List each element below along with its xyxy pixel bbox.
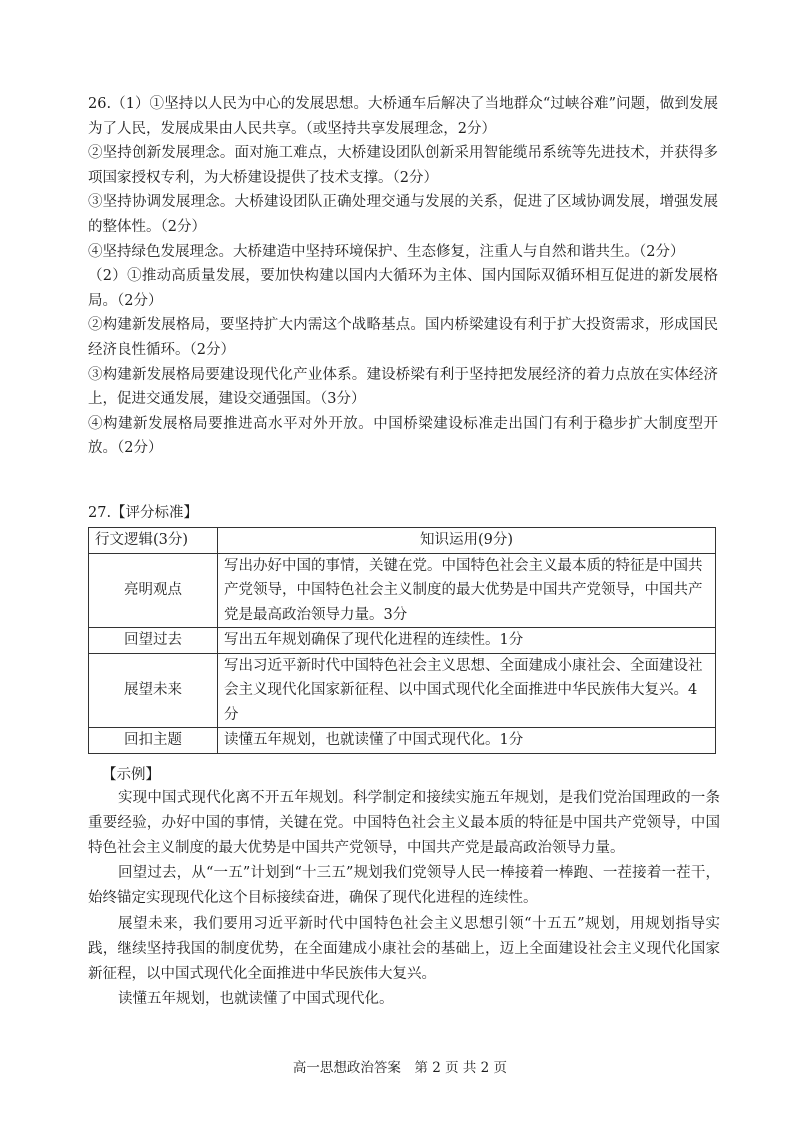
q27-heading: 27.【评分标准】 <box>88 505 199 521</box>
rubric-row-label: 回望过去 <box>89 628 218 654</box>
page-footer: 高一思想政治答案 第 2 页 共 2 页 <box>292 1060 508 1076</box>
rubric-row-label: 亮明观点 <box>89 553 218 628</box>
question-26-answer <box>88 92 718 461</box>
q26-part1-point2: ②坚持创新发展理念。面对施工难点，大桥建设团队创新采用智能缆吊系统等先进技术，并获得多项国家授权专利，为大桥建设提供了技术支撑。（2分） <box>88 145 718 186</box>
example-essay <box>88 786 720 1013</box>
rubric-row <box>89 628 716 654</box>
q26-part2-point3: ③构建新发展格局要建设现代化产业体系。建设桥梁有利于坚持把发展经济的着力点放在实体经济上，促进交通发展，建设交通强国。（3分） <box>88 366 718 408</box>
example-paragraph: 展望未来，我们要用习近平新时代中国特色社会主义思想引领“十五五”规划，用规划指导实践，继续坚持我国的制度优势，在全面建成小康社会的基础上，迈上全面建设社会主义现代化国家新征程，以中国式现代化全面推进中华民族伟大复兴。 <box>88 915 720 982</box>
rubric-row <box>89 728 716 754</box>
rubric-row-text: 写出习近平新时代中国特色社会主义思想、全面建成小康社会、全面建设社会主义现代化国家新征程、以中国式现代化全面推进中华民族伟大复兴。4分 <box>218 653 716 728</box>
rubric-row-text: 写出五年规划确保了现代化进程的连续性。1分 <box>218 628 716 654</box>
q26-part1-point4: ④坚持绿色发展理念。大桥建造中坚持环境保护、生态修复，注重人与自然和谐共生。（2分） <box>88 243 685 260</box>
rubric-row-label: 展望未来 <box>89 653 218 728</box>
example-heading: 【示例】 <box>102 767 160 783</box>
q26-part2-point1: （2）①推动高质量发展，要加快构建以国内大循环为主体、国内国际双循环相互促进的新发展格局。（2分） <box>88 268 718 309</box>
q26-part1-point1: 26.（1）①坚持以人民为中心的发展思想。大桥通车后解决了当地群众“过峡谷难”问题，做到发展为了人民，发展成果由人民共享。（或坚持共享发展理念，2分） <box>88 96 718 137</box>
q26-part2-point2: ②构建新发展格局，要坚持扩大内需这个战略基点。国内桥梁建设有利于扩大投资需求，形成国民经济良性循环。（2分） <box>88 317 718 358</box>
q26-part2-point4: ④构建新发展格局要推进高水平对外开放。中国桥梁建设标准走出国门有利于稳步扩大制度型开放。（2分） <box>88 415 718 457</box>
rubric-header-row <box>89 528 716 554</box>
q26-part1-point3: ③坚持协调发展理念。大桥建设团队正确处理交通与发展的关系，促进了区域协调发展，增强发展的整体性。（2分） <box>88 194 718 235</box>
rubric-row-text: 写出办好中国的事情，关键在党。中国特色社会主义最本质的特征是中国共产党领导，中国特色社会主义制度的最大优势是中国共产党领导，中国共产党是最高政治领导力量。3分 <box>218 553 716 628</box>
rubric-col-knowledge: 知识运用(9分) <box>218 528 716 554</box>
example-paragraph: 读懂五年规划，也就读懂了中国式现代化。 <box>118 991 394 1008</box>
rubric-row <box>89 553 716 628</box>
rubric-row-text: 读懂五年规划，也就读懂了中国式现代化。1分 <box>218 728 716 754</box>
example-paragraph: 回望过去，从“一五”计划到“十三五”规划我们党领导人民一棒接着一棒跑、一茬接着一茬干，始终锚定实现现代化这个目标接续奋进，确保了现代化进程的连续性。 <box>88 865 720 907</box>
scoring-rubric-table <box>88 527 716 754</box>
example-paragraph: 实现中国式现代化离不开五年规划。科学制定和接续实施五年规划，是我们党治国理政的一条重要经验，办好中国的事情，关键在党。中国特色社会主义最本质的特征是中国共产党领导，中国特色社会主义制度的最大优势是中国共产党领导，中国共产党是最高政治领导力量。 <box>88 790 720 856</box>
rubric-col-logic: 行文逻辑(3分) <box>89 528 218 554</box>
rubric-row <box>89 653 716 728</box>
rubric-row-label: 回扣主题 <box>89 728 218 754</box>
